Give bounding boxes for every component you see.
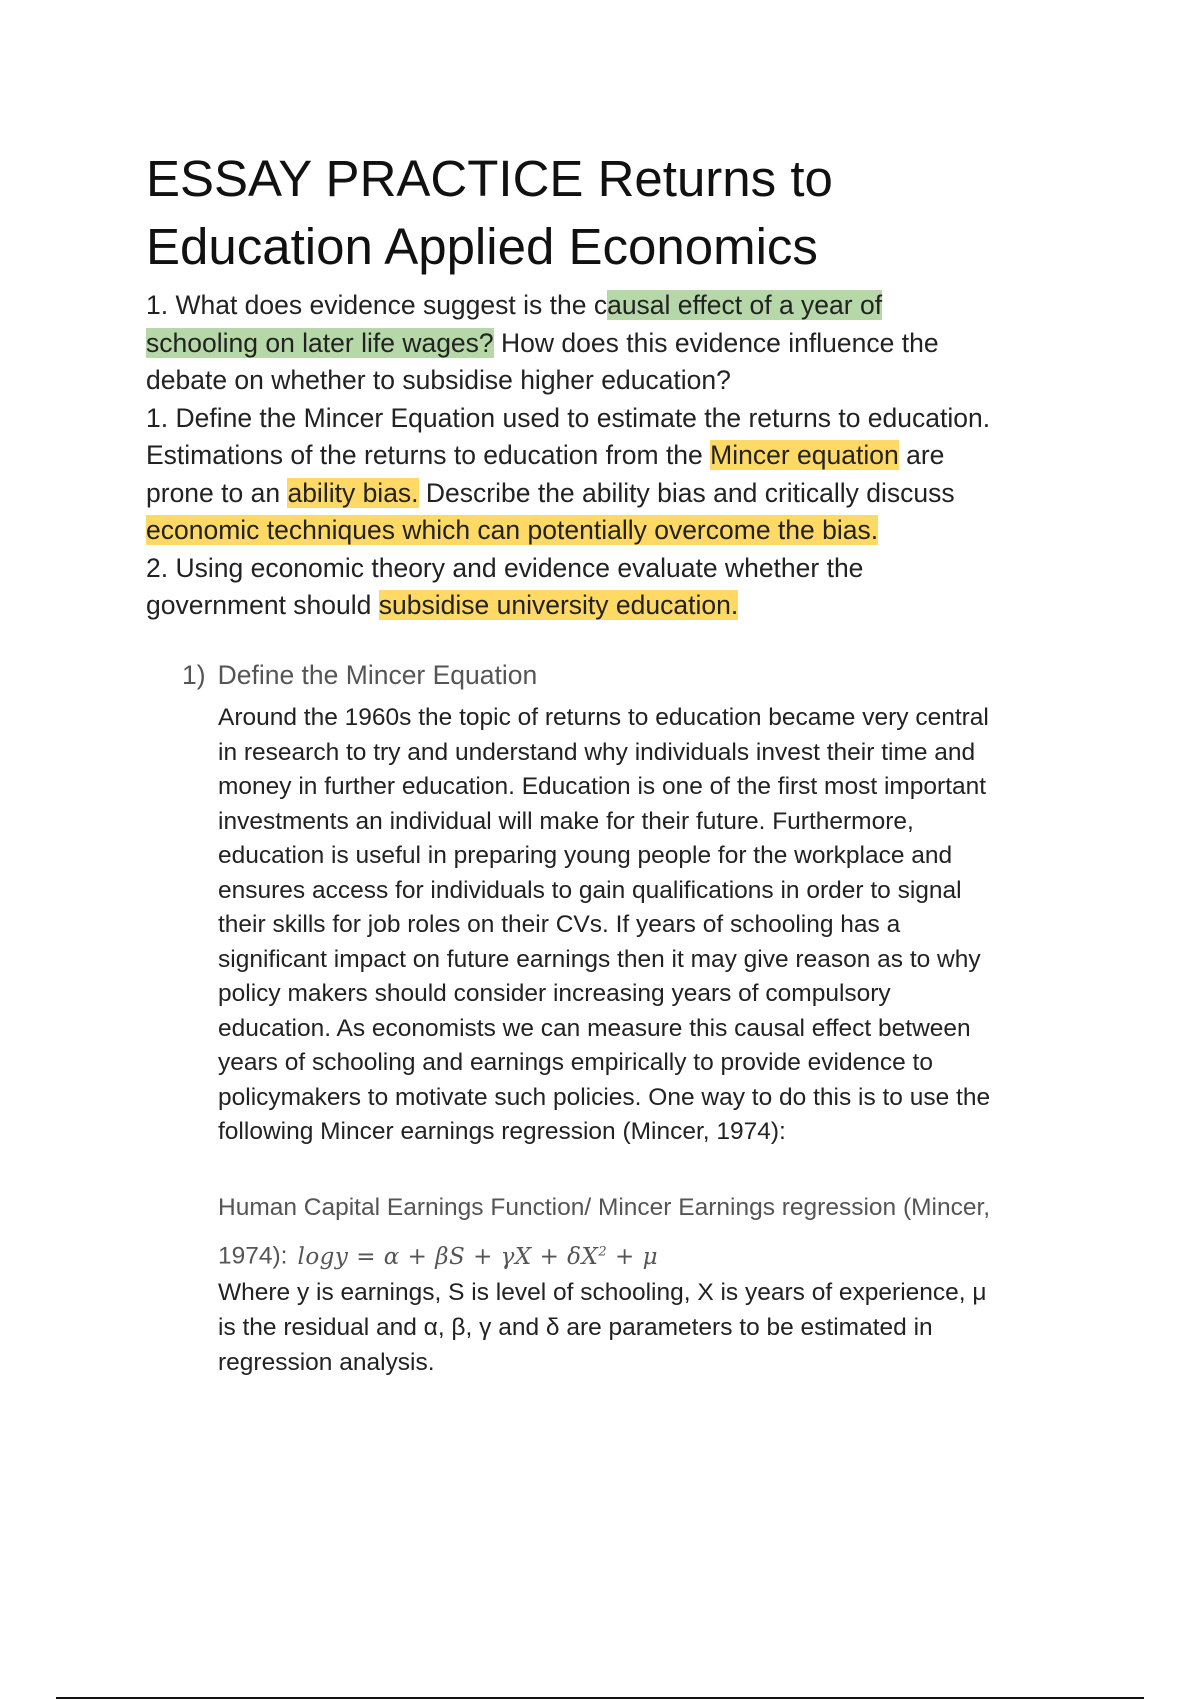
where-line: Where y is earnings, S is level of schooling, X is years of experience, μ xyxy=(218,1279,987,1306)
body-line: significant impact on future earnings then it may give reason as to why xyxy=(218,945,981,973)
document-title xyxy=(146,145,1066,281)
body-line: following Mincer earnings regression (Mincer, 1974): xyxy=(218,1118,786,1145)
body-line: ensures access for individuals to gain qualifications in order to signal xyxy=(218,876,962,904)
body-line: in research to try and understand why individuals invest their time and xyxy=(218,738,976,766)
section-heading-text: Define the Mincer Equation xyxy=(217,660,538,690)
where-line: regression analysis. xyxy=(218,1349,435,1376)
highlight-green: ausal effect of a year of xyxy=(607,290,883,320)
body-line: money in further education. Education is one of the first most important xyxy=(218,773,987,800)
body-line: policy makers should consider increasing years of compulsory xyxy=(218,980,891,1007)
highlight-yellow: subsidise university education. xyxy=(378,590,739,620)
formula-block xyxy=(218,1186,1098,1279)
formula-label-line-2: 1974): $\log y = \alpha + \beta S + \gamma X + \delta X^2 + \mu$ xyxy=(218,1242,659,1270)
question-3: 2. Using economic theory and evidence evaluate whether the government should subsidise university education. xyxy=(146,552,864,620)
body-line: their skills for job roles on their CVs. If years of schooling has a xyxy=(218,911,901,938)
title-line-1: ESSAY PRACTICE Returns to xyxy=(146,150,833,207)
body-line: education is useful in preparing young people for the workplace and xyxy=(218,842,953,869)
highlight-yellow: ability bias. xyxy=(287,477,419,508)
question-1: 1. What does evidence suggest is the causal effect of a year of schooling on later life wages? How does this evidence influence the debate on whether to subsidise higher education? xyxy=(146,290,939,395)
body-line: years of schooling and earnings empirically to provide evidence to xyxy=(218,1049,933,1076)
section-number: 1) xyxy=(182,660,206,690)
section-heading xyxy=(182,656,537,694)
question-2: 1. Define the Mincer Equation used to estimate the returns to education. Estimations of the returns to education from the Mincer equation are prone to an ability bias. Describe the ability bias and critically discuss economic techniques which can potentially overcome the bias. xyxy=(146,402,991,545)
body-line: education. As economists we can measure this causal effect between xyxy=(218,1014,971,1042)
page-bottom-rule xyxy=(56,1697,1144,1699)
body-line: Around the 1960s the topic of returns to education became very central xyxy=(218,704,989,731)
where-line: is the residual and α, β, γ and δ are parameters to be estimated in xyxy=(218,1314,933,1341)
essay-questions xyxy=(146,287,1086,625)
mincer-equation: $\log y = \alpha + \beta S + \gamma X + \delta X^2 + \mu$ xyxy=(297,1243,659,1270)
body-line: policymakers to motivate such policies. One way to do this is to use the xyxy=(218,1083,991,1111)
highlight-yellow: economic techniques which can potentially overcome the bias. xyxy=(146,515,879,545)
section-body-paragraph xyxy=(218,701,1088,1150)
variable-definitions xyxy=(218,1275,1098,1380)
body-line: investments an individual will make for their future. Furthermore, xyxy=(218,807,914,835)
formula-label-line-1: Human Capital Earnings Function/ Mincer Earnings regression (Mincer, xyxy=(218,1194,991,1221)
highlight-green: schooling on later life wages? xyxy=(146,327,494,358)
title-line-2: Education Applied Economics xyxy=(146,218,818,275)
highlight-yellow: Mincer equation xyxy=(710,440,899,470)
